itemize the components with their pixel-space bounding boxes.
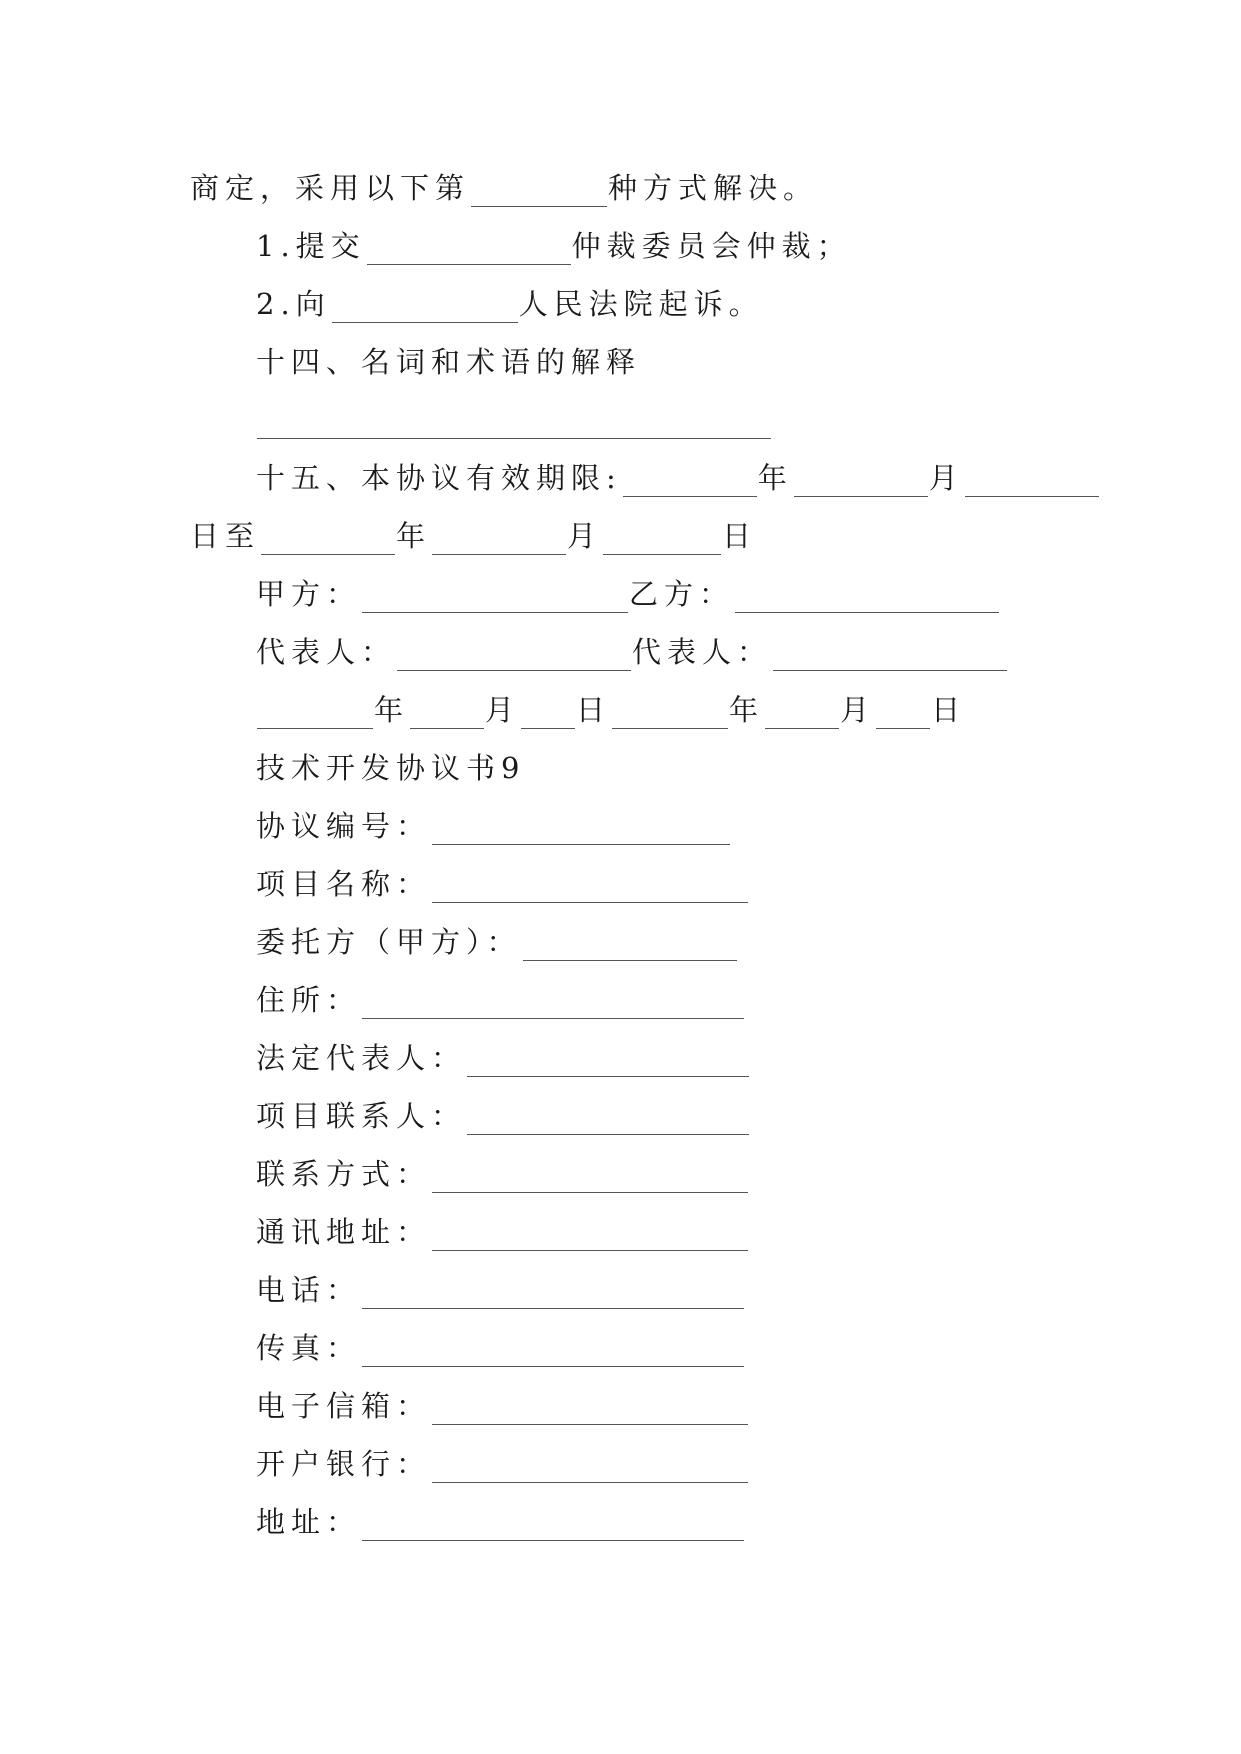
text-line	[256, 980, 745, 1020]
line-text: 种方式解决。	[608, 171, 819, 205]
text-line	[256, 1386, 749, 1426]
text-line	[256, 574, 1000, 614]
text-line	[256, 922, 738, 962]
fill-in-blank[interactable]	[965, 458, 1099, 497]
line-text: 乙方：	[629, 577, 735, 611]
fill-in-blank[interactable]	[612, 690, 728, 729]
fill-in-blank[interactable]	[397, 632, 631, 671]
line-text: 年	[396, 519, 432, 553]
fill-in-blank[interactable]	[432, 516, 566, 555]
fill-in-blank[interactable]	[362, 980, 744, 1019]
fill-in-blank[interactable]	[362, 1328, 744, 1367]
line-text: 开户银行：	[256, 1447, 432, 1481]
text-line	[256, 864, 749, 904]
text-line	[256, 1444, 749, 1484]
line-text: 月	[567, 519, 603, 553]
text-line	[256, 1154, 749, 1194]
fill-in-blank[interactable]	[367, 226, 571, 265]
line-text: 仲裁委员会仲裁；	[571, 229, 852, 263]
line-text: 年	[729, 693, 765, 727]
fill-in-blank[interactable]	[362, 574, 628, 613]
fill-in-blank[interactable]	[432, 1444, 748, 1483]
line-text: 传真：	[256, 1331, 362, 1365]
line-text: 月	[485, 693, 521, 727]
line-text: 地址：	[256, 1505, 362, 1539]
line-text: 联系方式：	[256, 1157, 432, 1191]
text-line	[256, 632, 1008, 672]
text-line	[256, 1212, 749, 1252]
line-text: 月	[840, 693, 876, 727]
line-text: 年	[757, 461, 793, 495]
fill-in-blank[interactable]	[523, 922, 737, 961]
line-text: 项目名称：	[256, 867, 432, 901]
text-line	[256, 458, 1100, 498]
fill-in-blank[interactable]	[876, 690, 930, 729]
line-text: 1.提交	[256, 229, 366, 263]
text-line	[256, 1270, 745, 1310]
fill-in-blank[interactable]	[794, 458, 928, 497]
fill-in-blank[interactable]	[735, 574, 999, 613]
text-line	[256, 1096, 750, 1136]
fill-in-blank[interactable]	[410, 690, 484, 729]
fill-in-blank[interactable]	[432, 1386, 748, 1425]
fill-in-blank[interactable]	[257, 690, 373, 729]
line-text: 委托方（甲方）：	[256, 925, 522, 959]
fill-in-blank[interactable]	[432, 1212, 748, 1251]
fill-in-blank[interactable]	[623, 458, 757, 497]
line-text: 代表人：	[632, 635, 773, 669]
text-line	[256, 748, 525, 788]
line-text: 年	[374, 693, 410, 727]
line-text: 2.向	[256, 287, 331, 321]
fill-in-blank[interactable]	[432, 864, 748, 903]
fill-in-blank[interactable]	[467, 1096, 749, 1135]
fill-in-blank[interactable]	[773, 632, 1007, 671]
text-line	[256, 284, 764, 324]
line-text: 代表人：	[256, 635, 397, 669]
line-text: 日	[931, 693, 967, 727]
line-text: 十五、本协议有效期限:	[256, 461, 622, 495]
line-text: 甲方：	[256, 577, 362, 611]
line-text: 日至	[190, 519, 261, 553]
text-line	[256, 806, 731, 846]
text-line	[256, 342, 641, 382]
text-line	[256, 1038, 750, 1078]
line-text: 电话：	[256, 1273, 362, 1307]
text-line	[256, 400, 772, 440]
line-text: 技术开发协议书9	[256, 751, 526, 785]
fill-in-blank[interactable]	[332, 284, 518, 323]
fill-in-blank[interactable]	[362, 1502, 744, 1541]
line-text: 协议编号：	[256, 809, 432, 843]
fill-in-blank[interactable]	[471, 168, 607, 207]
fill-in-blank[interactable]	[362, 1270, 744, 1309]
line-text: 日	[576, 693, 612, 727]
line-text: 法定代表人：	[256, 1041, 467, 1075]
fill-in-blank[interactable]	[765, 690, 839, 729]
fill-in-blank[interactable]	[521, 690, 575, 729]
line-text: 电子信箱：	[256, 1389, 432, 1423]
text-line	[256, 1502, 745, 1542]
fill-in-blank[interactable]	[432, 806, 730, 845]
line-text: 住所：	[256, 983, 362, 1017]
line-text: 项目联系人：	[256, 1099, 467, 1133]
text-line	[256, 226, 852, 266]
text-line	[256, 1328, 745, 1368]
fill-in-blank[interactable]	[603, 516, 721, 555]
fill-in-blank[interactable]	[432, 1154, 748, 1193]
text-line	[256, 690, 966, 730]
fill-in-blank[interactable]	[261, 516, 395, 555]
line-text: 通讯地址：	[256, 1215, 432, 1249]
fill-in-blank[interactable]	[467, 1038, 749, 1077]
line-text: 商定，采用以下第	[190, 171, 471, 205]
fill-in-blank[interactable]	[257, 400, 771, 439]
line-text: 日	[722, 519, 758, 553]
line-text: 十四、名词和术语的解释	[256, 345, 642, 379]
text-line	[190, 168, 818, 208]
text-line	[190, 516, 757, 556]
line-text: 人民法院起诉。	[518, 287, 764, 321]
line-text: 月	[928, 461, 964, 495]
